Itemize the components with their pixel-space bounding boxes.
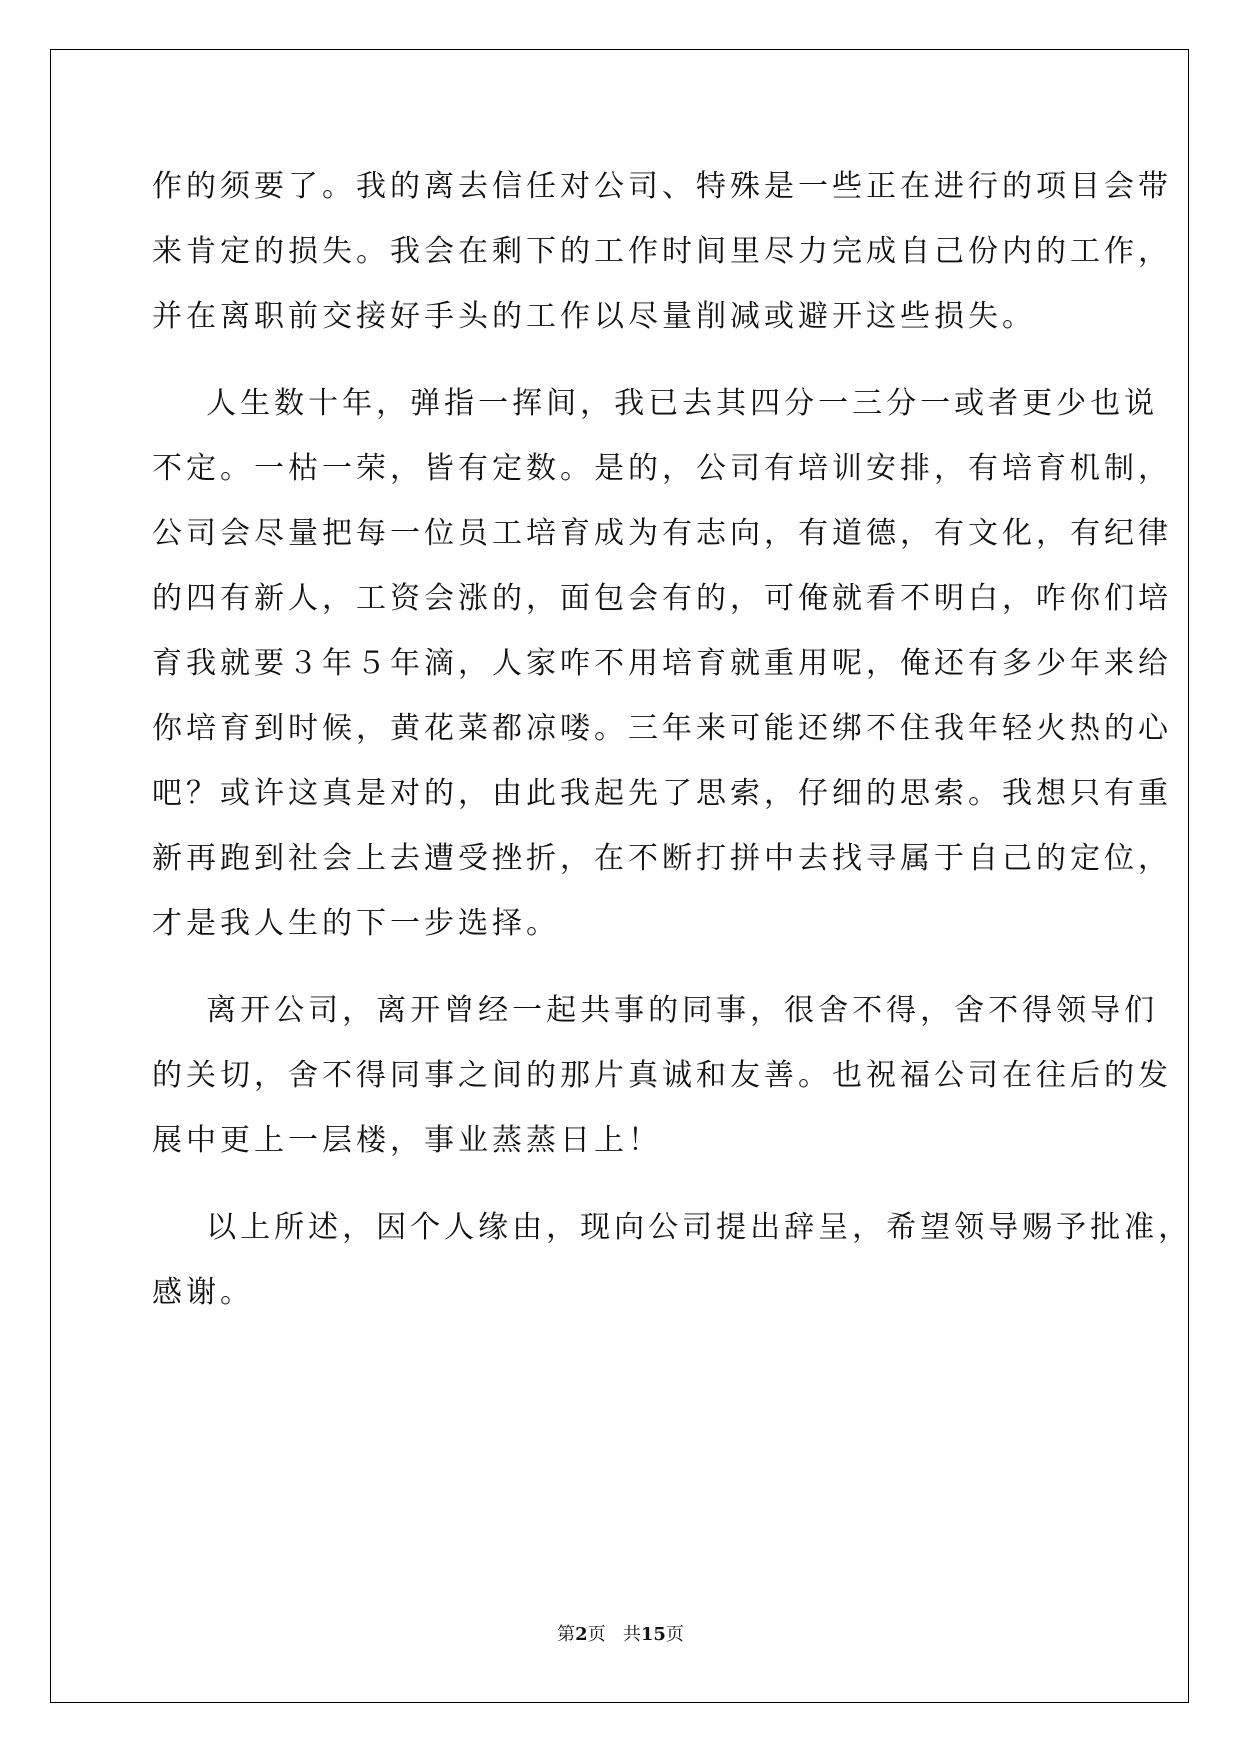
footer-total-prefix: 共 — [622, 1624, 641, 1645]
text-line: 吧？或许这真是对的，由此我起先了思索，仔细的思索。我想只有重 — [152, 776, 1172, 811]
text-line: 来肯定的损失。我会在剩下的工作时间里尽力完成自己份内的工作， — [152, 234, 1172, 269]
text-line: 以上所述，因个人缘由，现向公司提出辞呈，希望领导赐予批准， — [152, 1210, 1193, 1245]
paragraph — [152, 978, 1172, 1173]
text-line: 展中更上一层楼，事业蒸蒸日上！ — [152, 1123, 662, 1158]
footer-total-unit: 页 — [665, 1624, 684, 1645]
text-line: 才是我人生的下一步选择。 — [152, 906, 560, 941]
document-body — [152, 154, 1193, 1325]
text-line: 你培育到时候，黄花菜都凉喽。三年来可能还绑不住我年轻火热的心 — [152, 711, 1172, 746]
page-footer — [0, 1620, 1241, 1646]
text-line: 离开公司，离开曾经一起共事的同事，很舍不得，舍不得领导们 — [152, 993, 1159, 1028]
footer-page-unit: 页 — [587, 1624, 606, 1645]
text-line: 新再跑到社会上去遭受挫折，在不断打拼中去找寻属于自己的定位， — [152, 841, 1172, 876]
page-number: 2 — [575, 1624, 588, 1645]
text-line: 并在离职前交接好手头的工作以尽量削减或避开这些损失。 — [152, 299, 1036, 334]
text-line: 的关切，舍不得同事之间的那片真诚和友善。也祝福公司在往后的发 — [152, 1058, 1172, 1093]
text-line: 公司会尽量把每一位员工培育成为有志向，有道德，有文化，有纪律 — [152, 516, 1172, 551]
text-line: 的四有新人，工资会涨的，面包会有的，可俺就看不明白，咋你们培 — [152, 581, 1172, 616]
paragraph — [152, 1195, 1193, 1325]
footer-prefix: 第 — [557, 1624, 576, 1645]
text-line: 作的须要了。我的离去信任对公司、特殊是一些正在进行的项目会带 — [152, 169, 1172, 204]
text-line: 不定。一枯一荣，皆有定数。是的，公司有培训安排，有培育机制， — [152, 451, 1172, 486]
text-line: 感谢。 — [152, 1275, 254, 1310]
total-pages: 15 — [640, 1624, 666, 1645]
text-line: 人生数十年，弹指一挥间，我已去其四分一三分一或者更少也说 — [152, 386, 1159, 421]
paragraph — [152, 154, 1172, 349]
paragraph — [152, 371, 1172, 956]
text-line: 育我就要３年５年滴，人家咋不用培育就重用呢，俺还有多少年来给 — [152, 646, 1172, 681]
